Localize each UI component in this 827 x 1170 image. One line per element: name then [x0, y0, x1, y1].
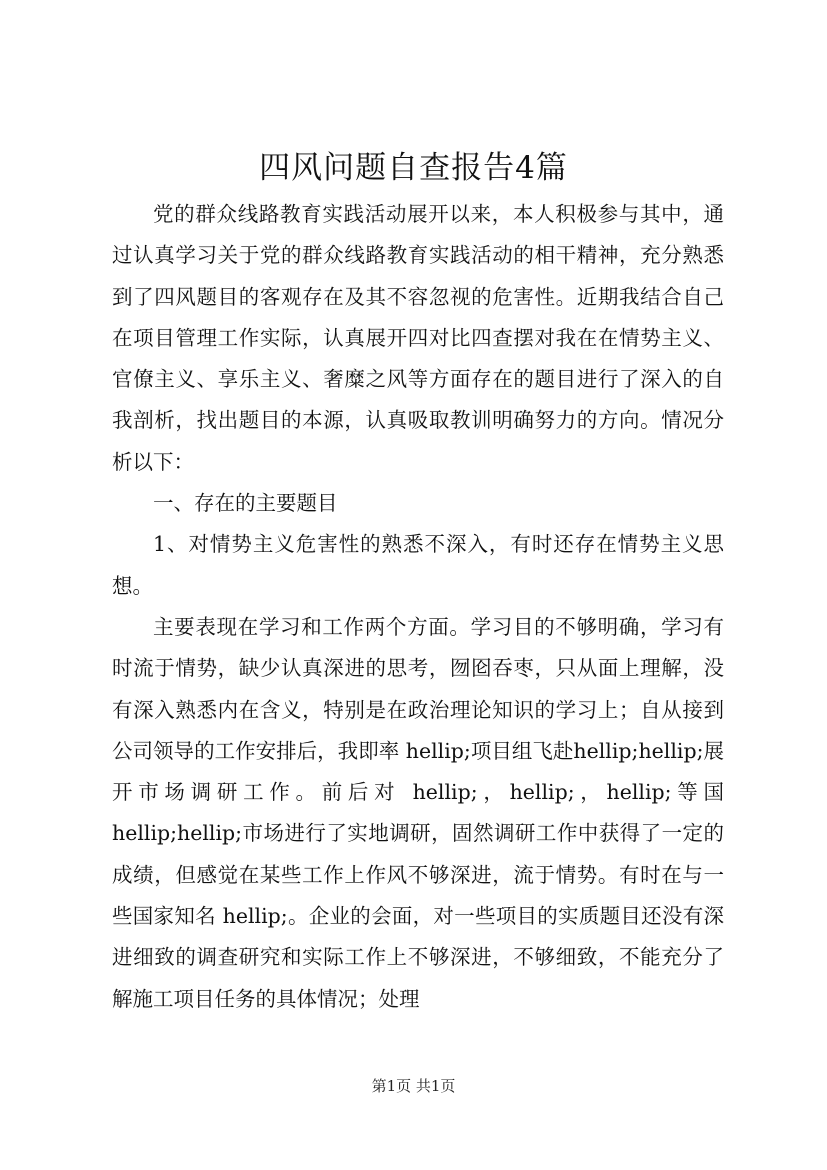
document-body	[112, 194, 724, 1020]
page-footer: 第1页 共1页	[371, 1077, 456, 1095]
document-title: 四风问题自查报告4篇	[259, 150, 568, 186]
section-heading-main-problems: 一、存在的主要题目	[153, 491, 338, 516]
paragraph-intro: 党的群众线路教育实践活动展开以来，本人积极参与其中，通过认真学习关于党的群众线路教育实践活动的相干精神，充分熟悉到了四风题目的客观存在及其不容忽视的危害性。近期我结合自己在项目管理工作实际，认真展开四对比四查摆对我在在情势主义、官僚主义、享乐主义、奢糜之风等方面存在的题目进行了深入的自我剖析，找出题目的本源，认真吸取教训明确努力的方向。情况分析以下：	[112, 202, 724, 474]
paragraph-item-1: 1、对情势主义危害性的熟悉不深入，有时还存在情势主义思想。	[112, 532, 724, 598]
paragraph-main-manifestations: 主要表现在学习和工作两个方面。学习目的不够明确，学习有时流于情势，缺少认真深进的思考，囫囵吞枣，只从面上理解，没有深入熟悉内在含义，特别是在政治理论知识的学习上；自从接到公司领导的工作安排后，我即率 hellip;项目组飞赴hellip;hellip;展开市场调研工作。前后对 hellip;，hellip;，hellip;等国 hellip;hellip;市场进行了实地调研，固然调研工作中获得了一定的成绩，但感觉在某些工作上作风不够深进，流于情势。有时在与一些国家知名 hellip;。企业的会面，对一些项目的实质题目还没有深进细致的调查研究和实际工作上不够深进，不够细致，不能充分了解施工项目任务的具体情况；处理	[112, 614, 724, 1011]
